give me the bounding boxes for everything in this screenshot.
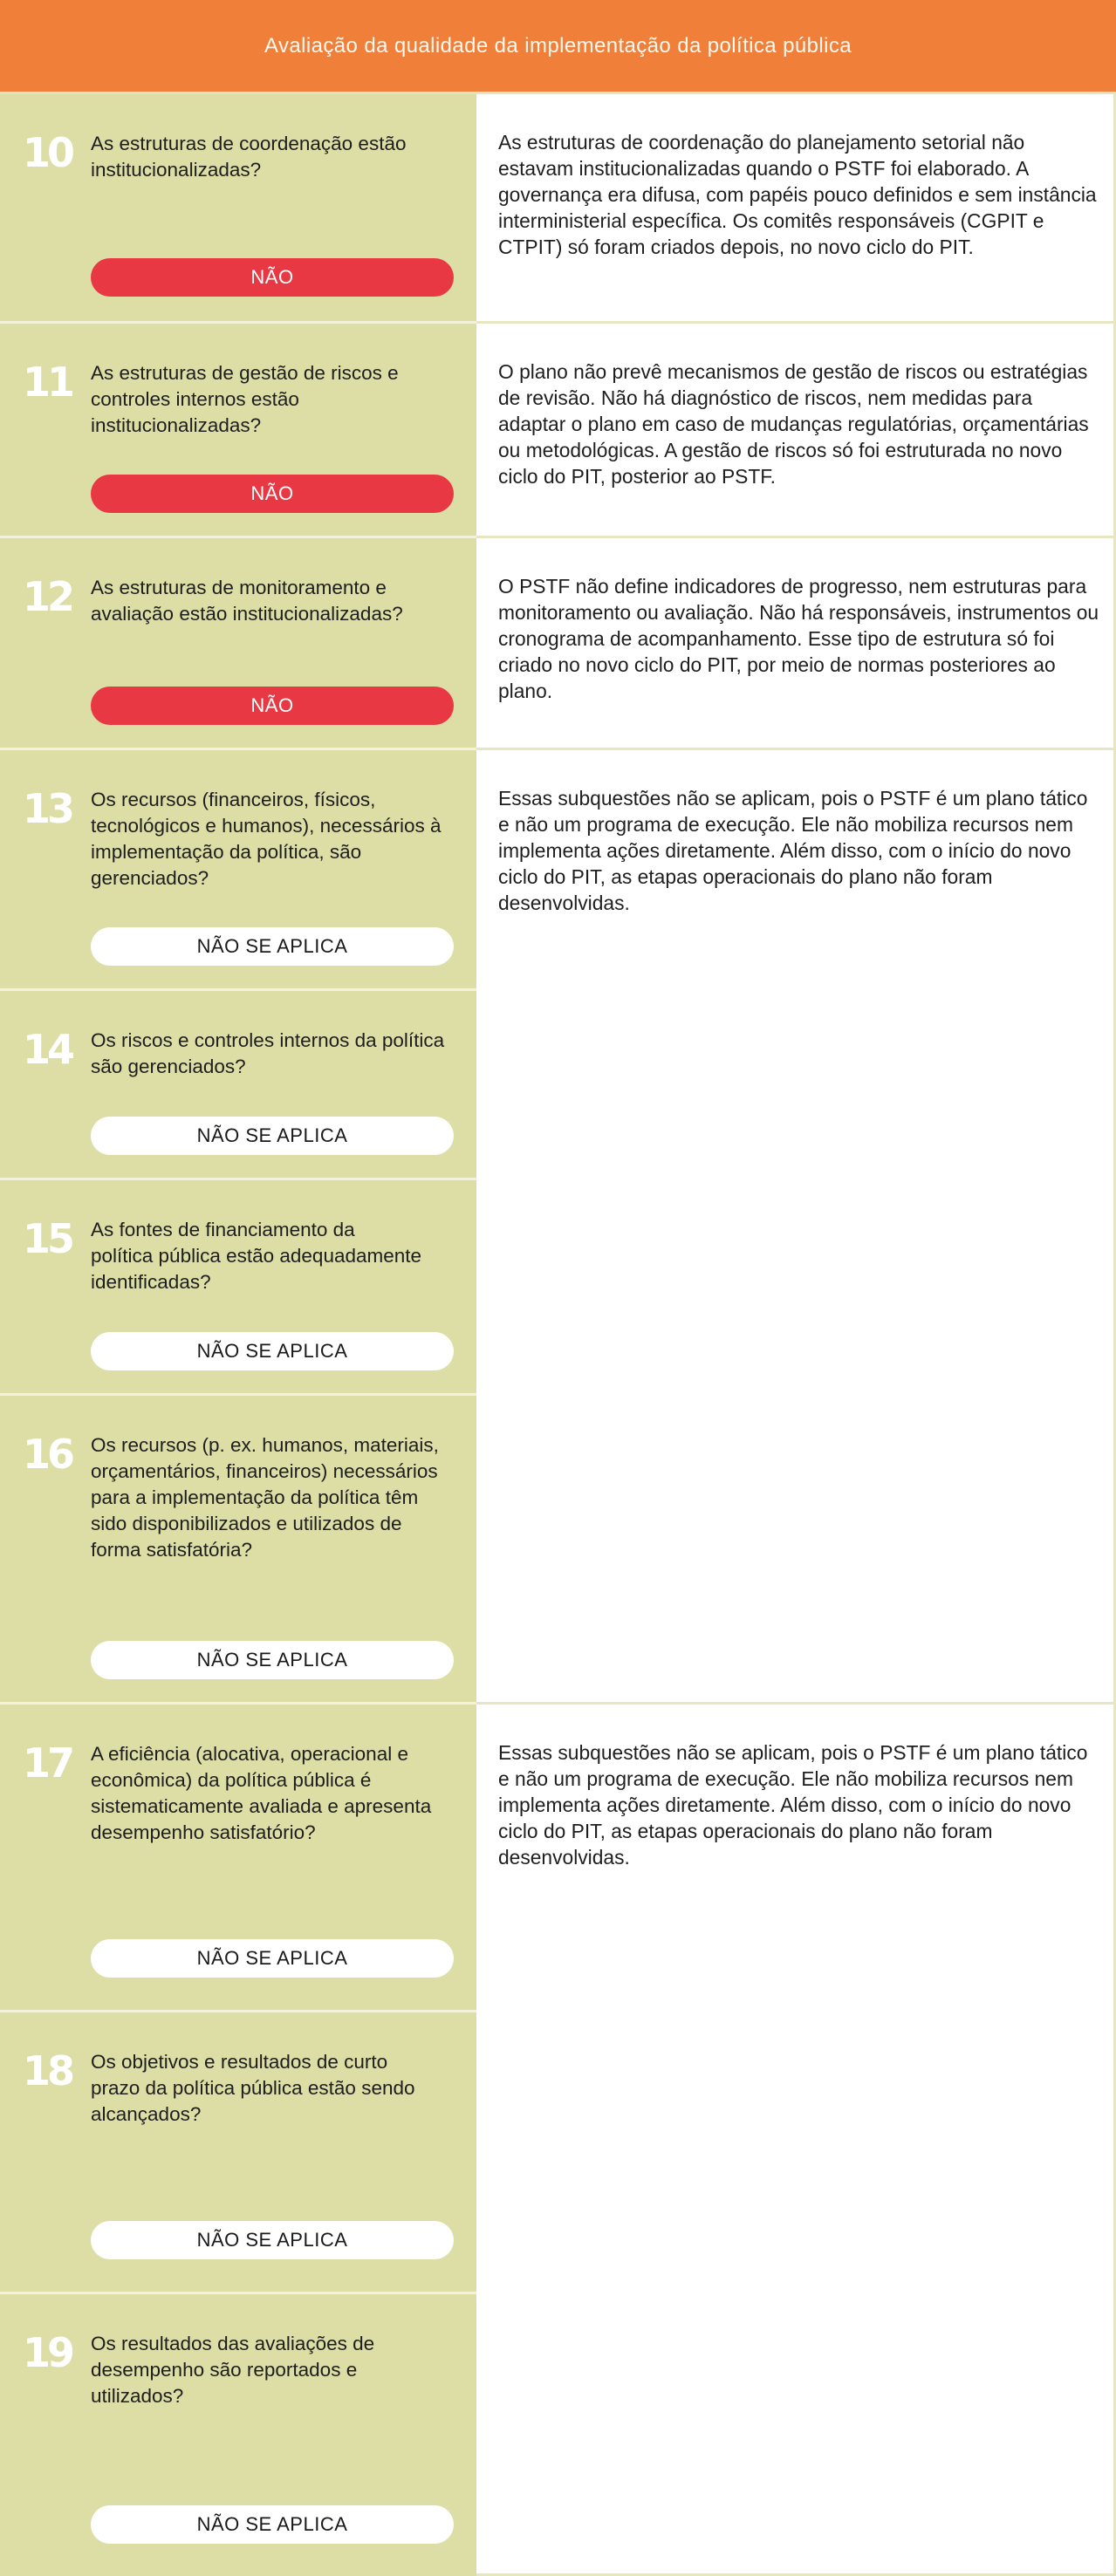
question-row-12	[0, 536, 476, 748]
question-text: As fontes de financiamento da política pública estão adequadamente identificadas?	[91, 1219, 422, 1293]
answer-panel-10	[476, 94, 1116, 321]
answer-text: Essas subquestões não se aplicam, pois o PSTF é um plano tático e não um programa de execução. Ele não mobiliza recursos nem implementa ações diretamente. Além disso, com o início do novo ciclo do PIT, as etapas operacionais do plano não foram desenvolvidas.	[498, 787, 1088, 914]
answer-panel-17-19	[476, 1702, 1116, 2576]
question-text: Os recursos (financeiros, físicos, tecnológicos e humanos), necessários à implementação da política, são gerenciados?	[91, 789, 442, 889]
status-badge: NÃO SE APLICA	[91, 1939, 454, 1978]
status-badge: NÃO SE APLICA	[91, 2221, 454, 2259]
status-badge: NÃO	[91, 687, 454, 725]
question-row-17	[0, 1702, 476, 2010]
status-badge: NÃO SE APLICA	[91, 1641, 454, 1679]
page-header	[0, 0, 1116, 94]
question-number: 17	[23, 1739, 72, 1787]
status-badge: NÃO SE APLICA	[91, 2505, 454, 2544]
question-number: 14	[23, 1026, 72, 1073]
question-text: Os riscos e controles internos da política são gerenciados?	[91, 1029, 445, 1077]
answer-panel-13-16	[476, 748, 1116, 1702]
question-text: As estruturas de coordenação estão institucionalizadas?	[91, 133, 407, 181]
answer-text: Essas subquestões não se aplicam, pois o PSTF é um plano tático e não um programa de execução. Ele não mobiliza recursos nem implementa ações diretamente. Além disso, com o início do novo ciclo do PIT, as etapas operacionais do plano não foram desenvolvidas.	[498, 1741, 1088, 1869]
question-number: 18	[23, 2047, 72, 2094]
question-number: 10	[23, 129, 72, 176]
question-row-19	[0, 2292, 476, 2576]
question-row-16	[0, 1393, 476, 1702]
status-badge: NÃO	[91, 475, 454, 513]
answer-text: O plano não prevê mecanismos de gestão de riscos ou estratégias de revisão. Não há diagnóstico de riscos, nem medidas para adaptar o plano em caso de mudanças regulatórias, orçamentárias ou metodológicas. A gestão de riscos só foi estruturada no novo ciclo do PIT, posterior ao PSTF.	[498, 360, 1089, 488]
question-text: As estruturas de monitoramento e avaliação estão institucionalizadas?	[91, 577, 403, 625]
question-text: A eficiência (alocativa, operacional e econômica) da política pública é sistematicamente avaliada e apresenta desempenho satisfatório?	[91, 1743, 432, 1843]
question-number: 16	[23, 1431, 72, 1478]
status-badge: NÃO	[91, 258, 454, 297]
question-row-15	[0, 1178, 476, 1393]
status-badge: NÃO SE APLICA	[91, 1332, 454, 1370]
answer-panel-11	[476, 321, 1116, 536]
question-text: Os resultados das avaliações de desempenho são reportados e utilizados?	[91, 2333, 375, 2407]
status-badge: NÃO SE APLICA	[91, 927, 454, 966]
status-badge: NÃO SE APLICA	[91, 1117, 454, 1155]
question-text: Os recursos (p. ex. humanos, materiais, orçamentários, financeiros) necessários para a implementação da política têm sido disponibilizados e utilizados de forma satisfatória?	[91, 1434, 439, 1561]
question-number: 13	[23, 785, 72, 832]
question-number: 15	[23, 1215, 72, 1262]
question-number: 19	[23, 2329, 72, 2376]
answer-panel-12	[476, 536, 1116, 748]
answer-text: As estruturas de coordenação do planejamento setorial não estavam institucionalizadas quando o PSTF foi elaborado. A governança era difusa, com papéis pouco definidos e sem instância interministerial específica. Os comitês responsáveis (CGPIT e CTPIT) só foram criados depois, no novo ciclo do PIT.	[498, 131, 1097, 258]
question-text: Os objetivos e resultados de curto prazo da política pública estão sendo alcançados?	[91, 2051, 415, 2125]
question-text: As estruturas de gestão de riscos e controles internos estão institucionalizadas?	[91, 362, 399, 436]
question-row-11	[0, 321, 476, 536]
answer-text: O PSTF não define indicadores de progresso, nem estruturas para monitoramento ou avaliação. Não há responsáveis, instrumentos ou cronograma de acompanhamento. Esse tipo de estrutura só foi criado no novo ciclo do PIT, por meio de normas posteriores ao plano.	[498, 575, 1099, 702]
question-row-13	[0, 748, 476, 988]
question-row-10	[0, 94, 476, 321]
page-title: Avaliação da qualidade da implementação da política pública	[264, 33, 852, 58]
question-number: 12	[23, 573, 72, 620]
question-row-18	[0, 2010, 476, 2292]
question-number: 11	[23, 359, 72, 406]
question-row-14	[0, 988, 476, 1178]
